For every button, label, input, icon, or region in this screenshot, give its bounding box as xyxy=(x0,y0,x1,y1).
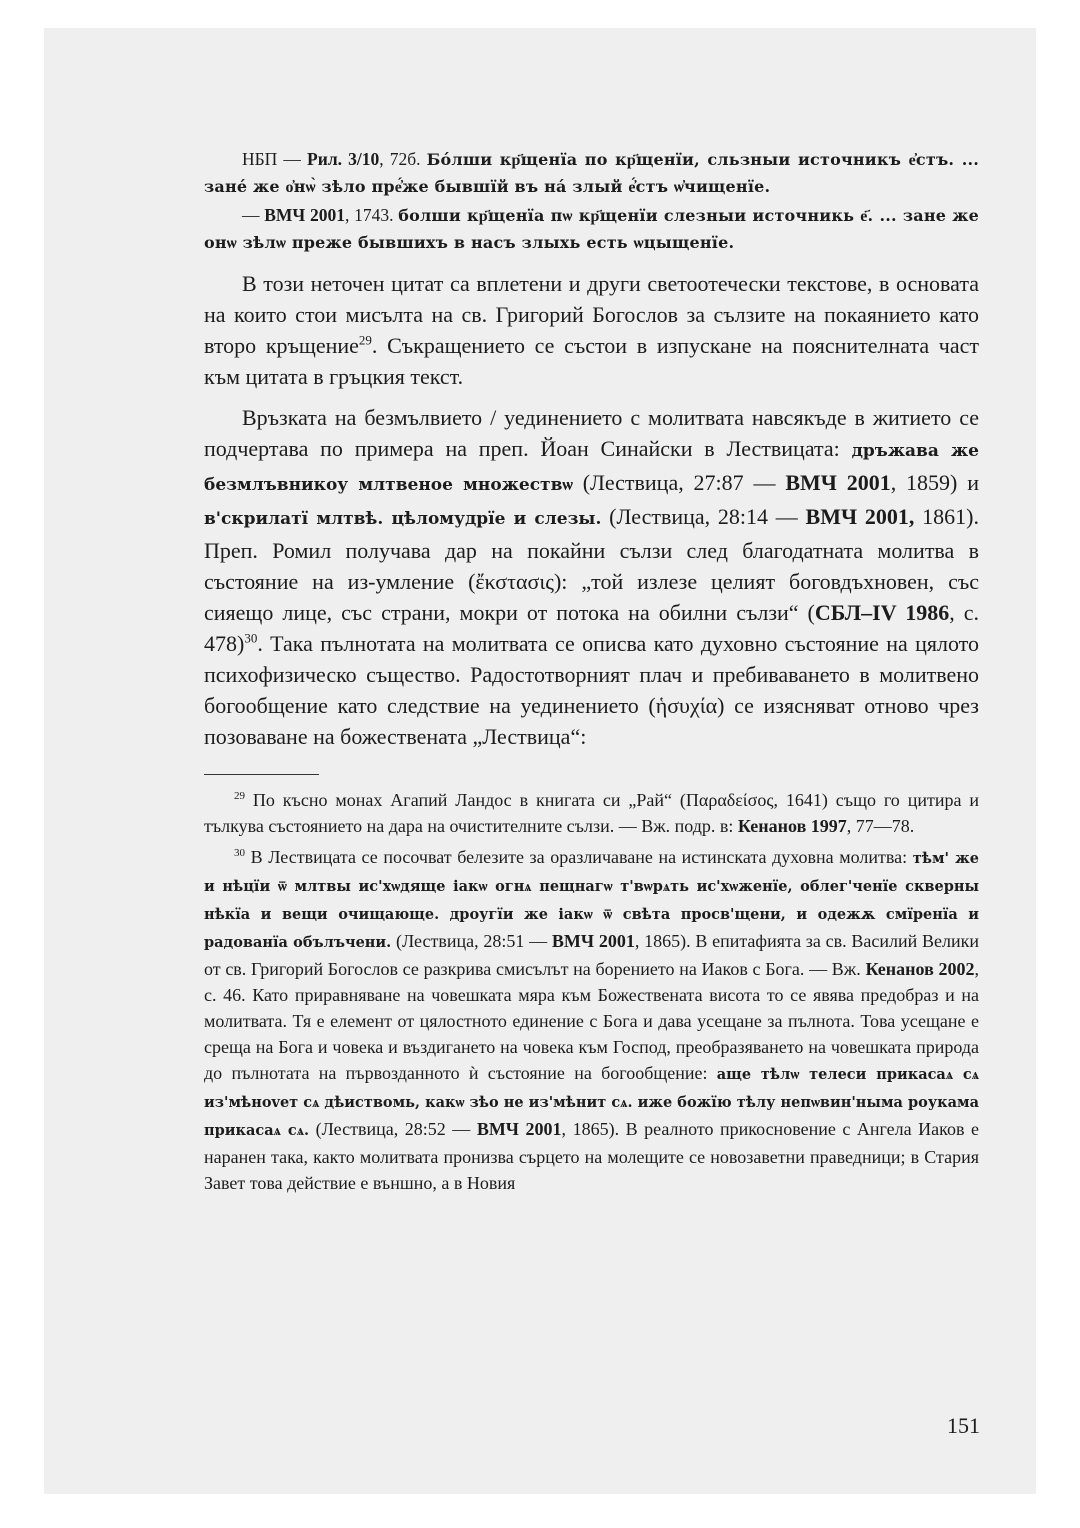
source-quotation xyxy=(204,146,979,256)
source-ref: ВМЧ 2001 xyxy=(476,1119,562,1139)
source-ref: ВМЧ 2001 xyxy=(551,931,635,951)
page-content xyxy=(204,146,979,1201)
source-ref: Рил. 3/10 xyxy=(307,149,380,169)
footnote-ref-29: 29 xyxy=(358,332,372,348)
source-ref: ВМЧ 2001, xyxy=(805,504,915,529)
quote-line-nbp: НБП — Рил. 3/10, 72б. Бо́лши кр҃щенїа по кр҃щенїи, сльзныи источникъ е҆стъ. ... зане́ же о҆нѡ̀ зѣло пре҆́же бывшїй въ на́ злый е҆́стъ ѡ҆чищенїе. xyxy=(204,149,980,196)
church-slavonic-text: Бо́лши кр҃щенїа по кр҃щенїи, сльзныи источникъ е҆стъ. ... зане́ же о҆нѡ̀ зѣло пре҆́же бывшїй въ на́ злый е҆́стъ ѡ҆чищенїе. xyxy=(204,150,980,196)
footnote-number: 30 xyxy=(234,847,245,859)
footnote-divider xyxy=(204,774,319,775)
church-slavonic-text: дръжава же безмлъвникоу млтвеное множествѡ xyxy=(204,441,979,495)
source-ref: Кенанов 2002 xyxy=(865,959,975,979)
page-number: 151 xyxy=(947,1413,980,1438)
paragraph-2: Връзката на безмълвието / уединението с молитвата навсякъде в житието се подчертава по примера на преп. Йоан Синайски в Лествицата: дръжава же безмлъвникоу млтвеное множествѡ (Лествица, 27:87 — ВМЧ 2001, 1859) и в'скрилатї млтвѣ. цѣломудрїе и слезы. (Лествица, 28:14 — ВМЧ 2001, 1861). Преп. Ромил получава дар на покайни сълзи след благодатната молитва в състояние на из-умление (ἔκστασις): „той излезе целият боговдъхновен, със сияещо лице, със страни, мокри от потока на обилни сълзи“ (СБЛ–IV 1986, с. 478)$^{30}$. Така пълнотата на молитвата се описва като духовно състояние на цялото психофизическо същество. Радостотворният плач и пребиваването в молитвено богообщение като следствие на уединението (ἡσυχία) се изясняват отново чрез позоваване на божествената „Лествица“: xyxy=(204,405,980,749)
church-slavonic-text: в'скрилатї млтвѣ. цѣломудрїе и слезы. xyxy=(204,509,602,529)
footnote-29: $^{29}$ По късно монах Агапий Ландос в книгата си „Рай“ (Παραδείσος, 1641) също го цитира и тълкува състоянието на дара на очистителните сълзи. — Вж. подр. в: Кенанов 1997, 77—78. xyxy=(204,790,979,836)
source-ref: СБЛ–IV 1986 xyxy=(814,600,950,625)
source-ref: ВМЧ 2001 xyxy=(264,205,345,225)
church-slavonic-text: аще тѣлѡ телеси прикасаѧ сѧ из'мѣнovет сѧ дѣиствомь, какѡ зѣо не из'мѣнит сѧ. иже божїю тѣлу непѡвин'ныма роукама прикасаѧ сѧ. xyxy=(204,1066,979,1139)
paragraph-1: В този неточен цитат са вплетени и други светоотечески текстове, в основата на които стои мисълта на св. Григорий Богослов за сълзите на покаянието като второ кръщение$^{29}$. Съкращението се състои в изпускане на пояснителната част към цитата в гръцкия текст. xyxy=(204,271,979,389)
church-slavonic-text: тѣм' же и нѣцїи ѿ млтвы ис'хѡдяще іакѡ огнѧ пещнагѡ т'вѡрѧть ис'хѡженїе, облег'ченїе скверны нѣкїа и вещи очищающе. дроугїи же іакѡ ѿ свѣта просв'щени, и одежѫ смїренїа и радованїа обълъчени. xyxy=(204,850,979,951)
footnote-30: $^{30}$ В Лествицата се посочват белезите за оразличаване на истинската духовна молитва: тѣм' же и нѣцїи ѿ млтвы ис'хѡдяще іакѡ огнѧ пещнагѡ т'вѡрѧть ис'хѡженїе, облег'ченїе скверны нѣкїа и вещи очищающе. дроугїи же іакѡ ѿ свѣта просв'щени, и одежѫ смїренїа и радованїа обълъчени. (Лествица, 28:51 — ВМЧ 2001, 1865). В епитафията за св. Василий Велики от св. Григорий Богослов се разкрива смисълът на борението на Иаков с Бога. — Вж. Кенанов 2002, с. 46. Като приравняване на човешката мяра към Божествената висота то се явява предобраз и на молитвата. Тя е елемент от цялостното единение с Бога и дава усещане за пълнота. Това усещане е среща на Бога и човека и въздигането на човека към Господ, преобразяването на човешката природа до пълнотата на първозданното ѝ състояние на богообщение: аще тѣлѡ телеси прикасаѧ сѧ из'мѣнovет сѧ дѣиствомь, какѡ зѣо не из'мѣнит сѧ. иже божїю тѣлу непѡвин'ныма роукама прикасаѧ сѧ. (Лествица, 28:52 — ВМЧ 2001, 1865). В реалното прикосновение с Ангела Иаков е наранен така, както молитвата пронизва сърцето на молещите се новозаветни праведници; в Стария Завет това действие е външно, а в Новия xyxy=(204,847,979,1193)
source-ref: Кенанов 1997 xyxy=(737,816,847,836)
footnote-ref-30: 30 xyxy=(244,630,258,646)
quote-line-vmch: — ВМЧ 2001, 1743. болши кр҃щенїа пѡ кр҃щенїи слезныи источникь е҃. ... зане же онѡ зѣлѡ преже бывшихъ в насъ злыхь есть ѡцыщенїе. xyxy=(204,205,980,252)
footnote-number: 29 xyxy=(234,790,245,802)
church-slavonic-text: болши кр҃щенїа пѡ кр҃щенїи слезныи источникь е҃. ... зане же онѡ зѣлѡ преже бывшихъ в насъ злыхь есть ѡцыщенїе. xyxy=(204,206,980,252)
source-ref: ВМЧ 2001 xyxy=(785,470,891,495)
book-page xyxy=(44,28,1036,1494)
